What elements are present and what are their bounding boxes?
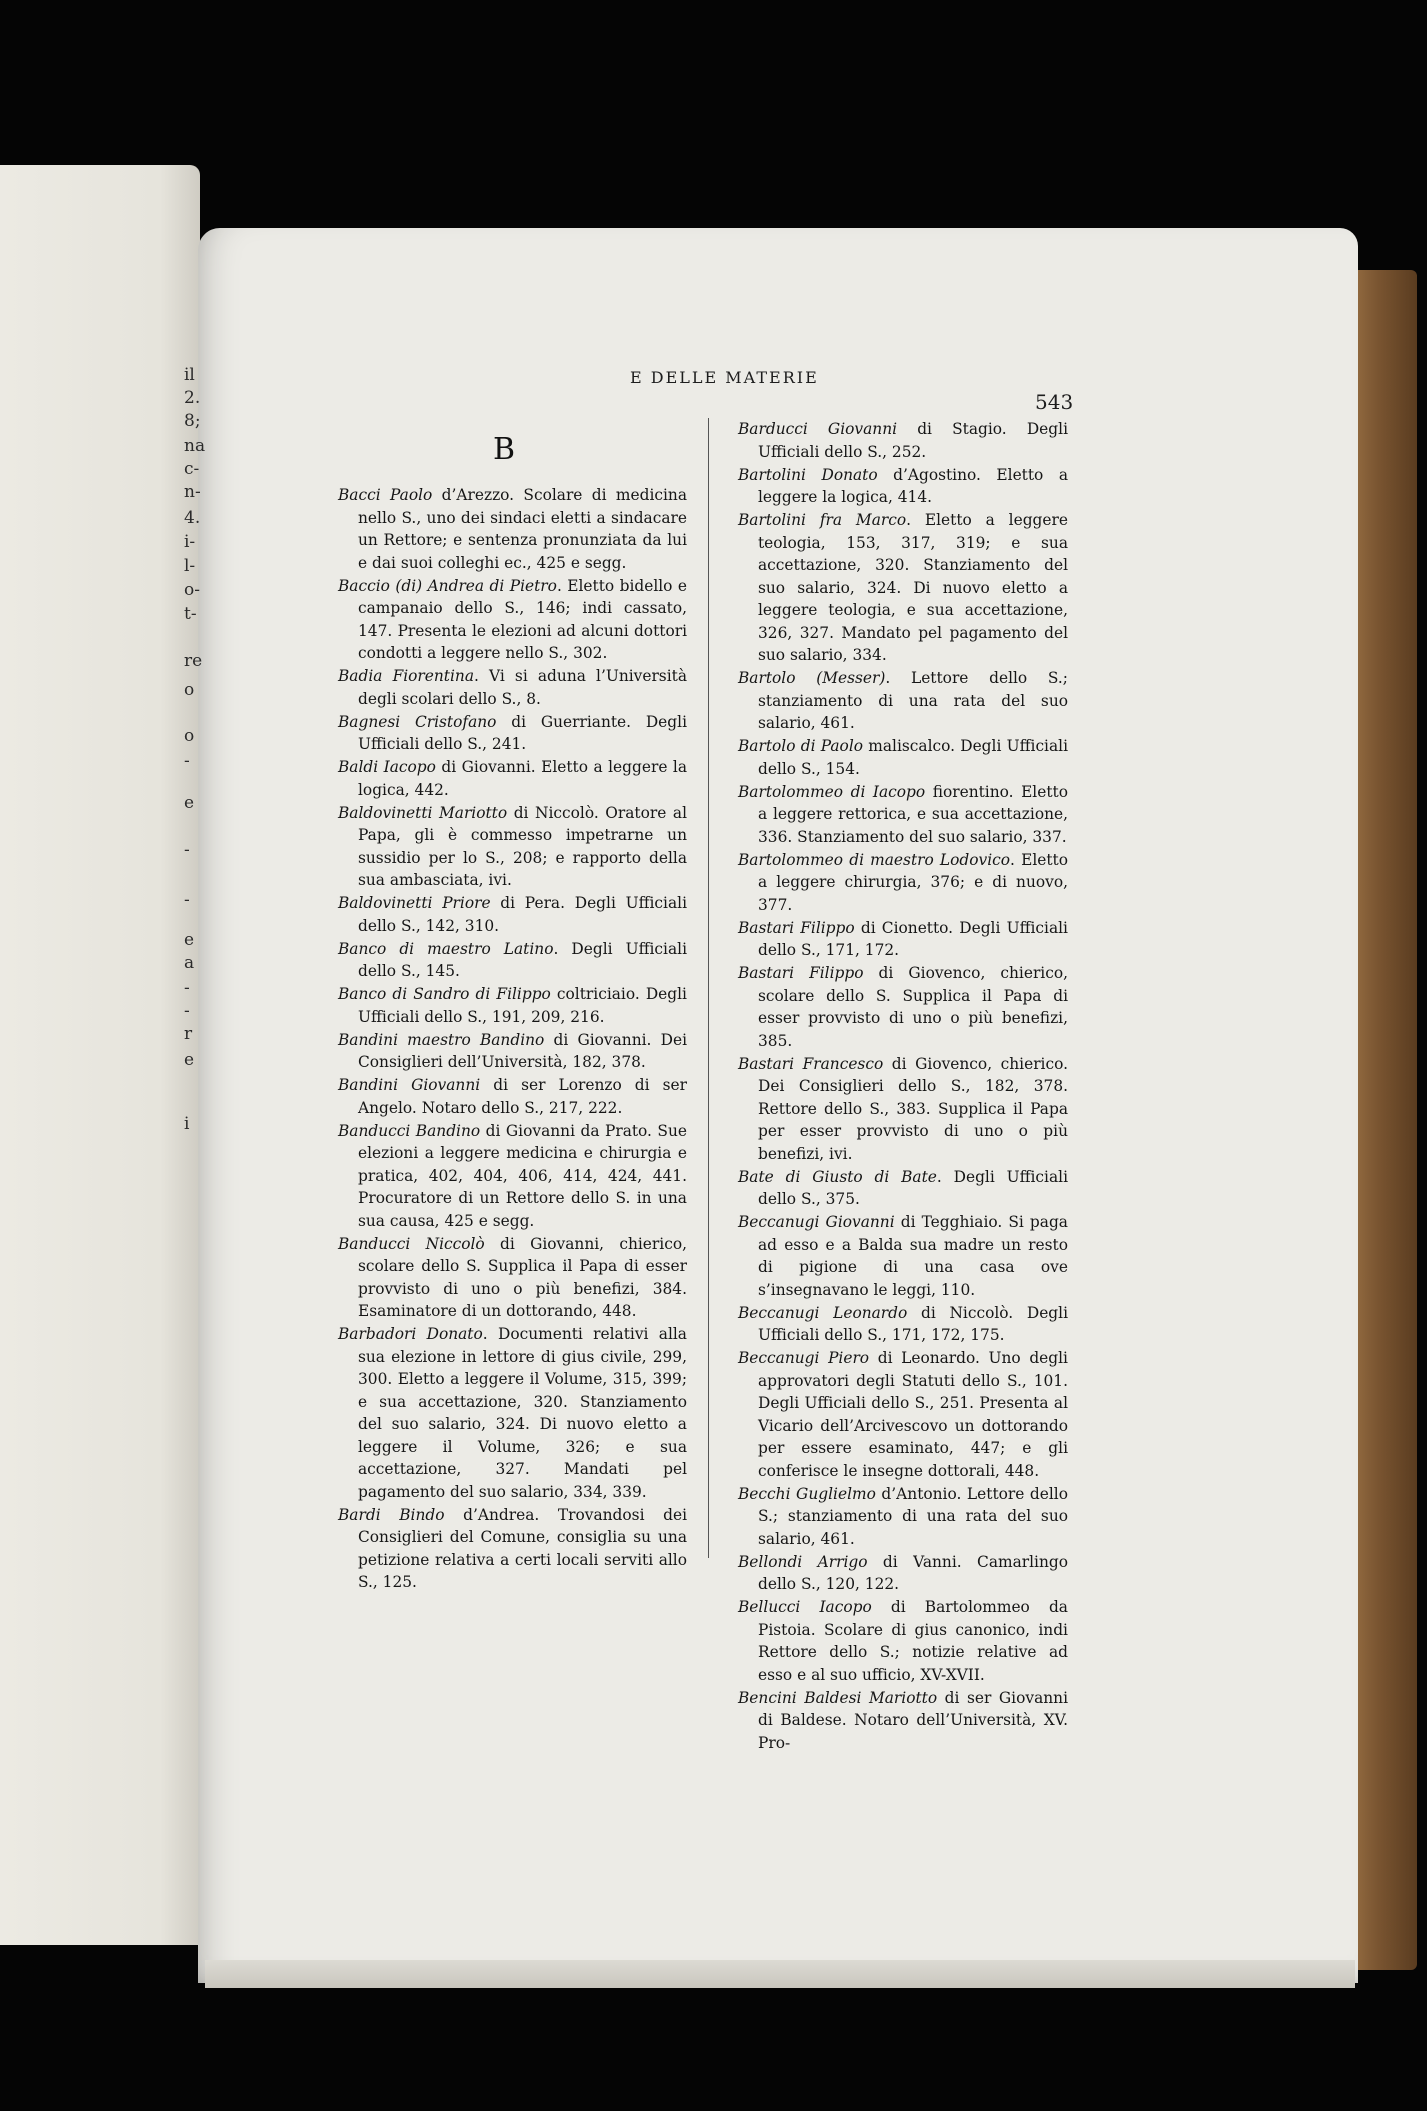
- left-page-fragment: e: [184, 930, 195, 950]
- entry-name: Bartolommeo di Iacopo: [738, 782, 926, 801]
- index-entry: [738, 464, 1068, 509]
- entry-name: Beccanugi Giovanni: [738, 1213, 895, 1231]
- entry-text: d’Andrea. Trovandosi dei Consiglieri del Comune, consiglia su una petizione relativa a certi locali serviti allo S., 125.: [358, 1505, 687, 1591]
- entry-text: . Vi si aduna l’Università degli scolari dello S., 8.: [358, 667, 687, 708]
- left-page-fragment: e: [184, 1050, 195, 1070]
- left-page-fragment: 2.: [184, 388, 201, 408]
- index-entry: [738, 917, 1068, 962]
- index-entry: [738, 1596, 1068, 1686]
- entry-text: maliscalco. Degli Ufficiali dello S., 154.: [758, 737, 1069, 778]
- entry-name: Bartolini fra Marco: [738, 511, 907, 529]
- entry-text: di Giovanni, chierico, scolare dello S. Supplica il Papa di esser provvisto di uno o più benefizi, 384. Esaminatore di un dottorando, 448.: [358, 1234, 687, 1320]
- left-page-fragment: l-: [184, 556, 196, 576]
- entry-name: Bastari Filippo: [738, 964, 864, 982]
- left-page-fragment: 4.: [184, 508, 201, 528]
- entry-text: . Documenti relativi alla sua elezione in lettore di gius civile, 299, 300. Eletto a leggere il Volume, 315, 399; e sua accettazione, 320. Stanziamento del suo salario, 324. Di nuovo eletto a leggere il Volume, 326; e sua accettazione, 327. Mandati pel pagamento del suo salario, 334, 339.: [358, 1325, 687, 1501]
- entry-text: . Eletto a leggere teologia, 153, 317, 319; e sua accettazione, 320. Stanziamento del suo salario, 324. Di nuovo eletto a leggere teologia, e sua accettazione, 326, 327. Mandato pel pagamento del suo salario, 334.: [758, 511, 1068, 664]
- left-page-fragment: na: [184, 436, 206, 456]
- entry-name: Bagnesi Cristofano: [338, 712, 497, 731]
- entry-name: Bartolo (Messer): [738, 669, 886, 687]
- left-page-fragment: o: [184, 726, 195, 746]
- index-entry: [338, 665, 687, 710]
- entry-text: di Giovenco, chierico. Dei Consiglieri dello S., 182, 378. Rettore dello S., 383. Supplica il Papa per esser provvisto di uno o più benefizi, ivi.: [758, 1054, 1068, 1163]
- left-page-fragment: 8;: [184, 411, 201, 431]
- entry-text: di Bartolommeo da Pistoia. Scolare di gius canonico, indi Rettore dello S.; notizie relative ad esso e al suo ufficio, XV-XVII.: [758, 1598, 1068, 1684]
- entry-name: Bacci Paolo: [338, 486, 433, 504]
- index-entry: [738, 735, 1068, 780]
- entry-name: Bate di Giusto di Bate: [738, 1167, 937, 1186]
- entry-text: di Niccolò. Oratore al Papa, gli è commesso impetrarne un sussidio per lo S., 208; e rapporto della sua ambasciata, ivi.: [358, 803, 688, 889]
- index-entry: [738, 1166, 1068, 1211]
- entry-text: di ser Giovanni di Baldese. Notaro dell’Università, XV. Pro-: [758, 1688, 1068, 1752]
- entry-name: Beccanugi Leonardo: [738, 1303, 908, 1322]
- index-entry: [338, 892, 687, 937]
- index-entry: [338, 1029, 687, 1074]
- entry-name: Banco di maestro Latino: [338, 939, 554, 958]
- left-page-fragment: -: [184, 1001, 190, 1021]
- entry-text: coltriciaio. Degli Ufficiali dello S., 191, 209, 216.: [358, 985, 687, 1026]
- index-entry: [338, 756, 687, 801]
- entry-text: di Niccolò. Degli Ufficiali dello S., 171, 172, 175.: [758, 1303, 1068, 1344]
- left-page-fragment: a: [184, 953, 195, 973]
- left-page-fragment: -: [184, 890, 190, 910]
- index-entry: [338, 1323, 687, 1503]
- entry-text: d’Arezzo. Scolare di medicina nello S., uno dei sindaci eletti a sindacare un Rettore; e sentenza pronunziata da lui e dai suoi colleghi ec., 425 e segg.: [358, 486, 687, 572]
- entry-name: Barbadori Donato: [338, 1325, 483, 1343]
- left-page-fragment: il: [184, 365, 195, 385]
- index-entry: [338, 1504, 687, 1594]
- left-page-fragment: i-: [184, 532, 196, 552]
- entry-name: Bastari Filippo: [738, 918, 855, 937]
- entry-text: di Giovenco, chierico, scolare dello S. Supplica il Papa di esser provvisto di uno o più benefizi, 385.: [758, 964, 1069, 1050]
- section-letter: B: [493, 432, 516, 467]
- entry-name: Baldovinetti Priore: [338, 894, 491, 912]
- index-entry: [738, 1347, 1068, 1482]
- entry-name: Bellucci Iacopo: [738, 1598, 872, 1616]
- entry-name: Barducci Giovanni: [738, 420, 898, 438]
- entry-text: . Degli Ufficiali dello S., 375.: [758, 1167, 1068, 1208]
- entry-name: Bandini Giovanni: [338, 1076, 481, 1094]
- index-entry: [738, 962, 1068, 1052]
- index-entry: [338, 1120, 687, 1233]
- entry-text: . Degli Ufficiali dello S., 145.: [358, 939, 687, 980]
- entry-text: di Cionetto. Degli Ufficiali dello S., 171, 172.: [758, 918, 1068, 959]
- entry-name: Bastari Francesco: [738, 1054, 884, 1073]
- entry-name: Bardi Bindo: [338, 1505, 445, 1524]
- left-page-fragment: -: [184, 978, 190, 998]
- entry-text: . Lettore dello S.; stanziamento di una rata del suo salario, 461.: [758, 669, 1068, 732]
- index-entry: [338, 1074, 687, 1119]
- index-entry: [338, 575, 687, 665]
- left-page-fragment: re: [184, 651, 203, 671]
- index-entry: [338, 938, 687, 983]
- entry-name: Bandini maestro Bandino: [338, 1030, 545, 1049]
- entry-text: di ser Lorenzo di ser Angelo. Notaro dello S., 217, 222.: [358, 1076, 687, 1117]
- index-entry: [338, 1233, 687, 1323]
- index-entry: [738, 1211, 1068, 1301]
- entry-name: Bartolommeo di maestro Lodovico: [738, 850, 1011, 869]
- index-entry: [338, 802, 687, 892]
- entry-name: Bellondi Arrigo: [738, 1552, 868, 1571]
- running-head: E DELLE MATERIE: [630, 368, 819, 387]
- entry-name: Banco di Sandro di Filippo: [338, 985, 551, 1003]
- left-page-fragment: i: [184, 1114, 190, 1134]
- entry-text: di Giovanni. Eletto a leggere la logica, 442.: [358, 758, 687, 799]
- entry-name: Beccanugi Piero: [738, 1349, 870, 1367]
- left-page: [0, 165, 203, 1945]
- left-page-fragment: o: [184, 680, 195, 700]
- entry-name: Bartolini Donato: [738, 465, 878, 484]
- entry-name: Bartolo di Paolo: [738, 737, 864, 755]
- index-entry: [338, 484, 687, 574]
- entry-text: d’Antonio. Lettore dello S.; stanziamento di una rata del suo salario, 461.: [758, 1484, 1068, 1548]
- entry-text: di Stagio. Degli Ufficiali dello S., 252.: [758, 420, 1068, 461]
- left-page-fragment: t-: [184, 604, 197, 624]
- index-entry: [738, 509, 1068, 667]
- entry-text: . Eletto bidello e campanaio dello S., 146; indi cassato, 147. Presenta le elezioni ad alcuni dottori condotti a leggere nello S., 302.: [358, 576, 687, 662]
- entry-text: di Guerriante. Degli Ufficiali dello S., 241.: [358, 712, 687, 753]
- entry-name: Banducci Niccolò: [338, 1234, 485, 1253]
- left-page-fragment: -: [184, 751, 190, 771]
- left-page-fragment: n-: [184, 482, 201, 502]
- left-page-fragment: e: [184, 793, 195, 813]
- entry-name: Bencini Baldesi Mariotto: [738, 1688, 938, 1707]
- entry-name: Baccio (di) Andrea di Pietro: [338, 576, 557, 595]
- entry-text: fiorentino. Eletto a leggere rettorica, e sua accettazione, 336. Stanziamento del suo salario, 337.: [758, 782, 1068, 846]
- entry-name: Badia Fiorentina: [338, 667, 475, 685]
- left-page-fragment: c-: [184, 459, 200, 479]
- index-entry: [738, 1687, 1068, 1755]
- entry-text: di Giovanni. Dei Consiglieri dell’Università, 182, 378.: [358, 1030, 687, 1071]
- index-entry: [738, 1053, 1068, 1166]
- index-entry: [738, 418, 1068, 463]
- index-column-left: [338, 484, 687, 1594]
- entry-name: Banducci Bandino: [338, 1121, 481, 1140]
- entry-name: Baldi Iacopo: [338, 758, 436, 776]
- index-entry: [738, 1483, 1068, 1551]
- entry-text: . Eletto a leggere chirurgia, 376; e di nuovo, 377.: [758, 850, 1068, 914]
- page-fold: [205, 1960, 1355, 1988]
- left-page-fragment: r: [184, 1024, 193, 1044]
- entry-text: di Leonardo. Uno degli approvatori degli Statuti dello S., 101. Degli Ufficiali dello S., 251. Presenta al Vicario dell’Arcivescovo un dottorando per essere esaminato, 447; e gli conferisce le insegne dottorali, 448.: [758, 1349, 1068, 1480]
- index-entry: [738, 849, 1068, 917]
- page-number: 543: [1035, 390, 1074, 414]
- index-entry: [738, 1302, 1068, 1347]
- index-column-right: [738, 418, 1068, 1755]
- index-entry: [338, 711, 687, 756]
- index-entry: [738, 781, 1068, 849]
- index-entry: [338, 983, 687, 1028]
- left-page-fragment: -: [184, 840, 190, 860]
- entry-text: di Vanni. Camarlingo dello S., 120, 122.: [758, 1552, 1069, 1593]
- index-entry: [738, 1551, 1068, 1596]
- entry-text: d’Agostino. Eletto a leggere la logica, 414.: [758, 465, 1068, 506]
- entry-name: Becchi Guglielmo: [738, 1484, 876, 1503]
- entry-text: di Tegghiaio. Si paga ad esso e a Balda sua madre un resto di pigione di una casa ove s’insegnavano le leggi, 110.: [758, 1213, 1068, 1299]
- entry-name: Baldovinetti Mariotto: [338, 803, 508, 822]
- left-page-fragment: o-: [184, 580, 200, 600]
- index-entry: [738, 667, 1068, 735]
- entry-text: di Pera. Degli Ufficiali dello S., 142, 310.: [358, 894, 687, 935]
- entry-text: di Giovanni da Prato. Sue elezioni a leggere medicina e chirurgia e pratica, 402, 404, 406, 414, 424, 441. Procuratore di un Rettore dello S. in una sua causa, 425 e segg.: [358, 1121, 687, 1230]
- column-rule: [708, 418, 709, 1558]
